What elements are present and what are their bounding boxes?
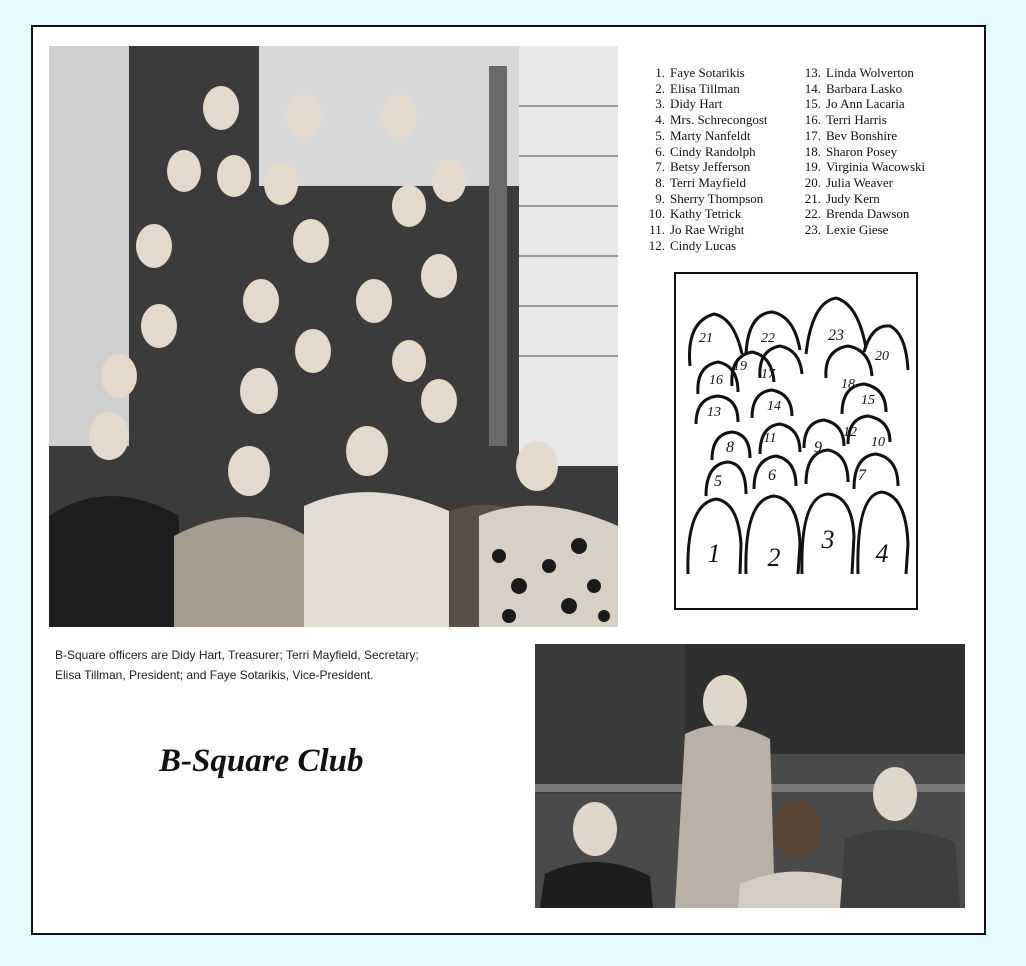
list-item [647, 222, 768, 238]
member-number: 16. [804, 112, 821, 128]
key-number: 18 [841, 377, 855, 392]
list-item [647, 175, 768, 191]
member-name: Cindy Lucas [670, 237, 737, 253]
key-number: 13 [707, 405, 721, 420]
member-name: Sharon Posey [826, 143, 898, 159]
member-name: Kathy Tetrick [670, 206, 742, 222]
key-number: 15 [861, 393, 875, 408]
key-number: 11 [763, 431, 777, 446]
list-item [647, 65, 768, 81]
yearbook-page [31, 25, 986, 935]
member-number: 2. [655, 80, 665, 96]
member-name: Brenda Dawson [826, 206, 910, 222]
list-item [647, 112, 768, 128]
member-list-col1 [647, 65, 768, 253]
key-number: 7 [858, 467, 866, 484]
key-number: 17 [761, 367, 775, 382]
member-name: Didy Hart [670, 96, 723, 112]
list-item [803, 65, 925, 81]
member-name: Terri Harris [826, 112, 887, 128]
list-item [803, 191, 925, 207]
key-number: 16 [709, 373, 723, 388]
member-number: 1. [655, 65, 665, 80]
key-number: 12 [843, 425, 857, 440]
group-photo [49, 46, 618, 627]
member-name: Lexie Giese [826, 222, 889, 238]
list-item [647, 144, 768, 160]
member-number: 23. [804, 222, 821, 238]
list-item [803, 144, 925, 160]
list-item [647, 238, 768, 254]
list-item [647, 159, 768, 175]
key-number: 6 [768, 467, 776, 484]
member-name: Julia Weaver [826, 174, 893, 190]
list-item [647, 128, 768, 144]
key-number: 23 [828, 327, 844, 344]
member-name: Jo Ann Lacaria [826, 96, 905, 112]
key-number: 8 [726, 439, 734, 456]
list-item [803, 206, 925, 222]
key-number: 5 [714, 473, 722, 490]
key-number: 2 [767, 543, 781, 572]
member-number: 9. [655, 190, 665, 206]
member-name: Virginia Wacowski [826, 159, 926, 175]
member-number: 21. [804, 190, 821, 206]
member-name: Bev Bonshire [826, 127, 898, 143]
member-number: 12. [648, 237, 665, 253]
list-item [647, 206, 768, 222]
officers-photo [535, 644, 965, 908]
member-name: Mrs. Schrecongost [670, 112, 768, 128]
member-number: 15. [804, 96, 821, 112]
member-number: 13. [804, 65, 821, 80]
member-number: 20. [804, 174, 821, 190]
member-number: 10. [648, 206, 665, 222]
member-number: 18. [804, 143, 821, 159]
key-number: 22 [761, 331, 775, 346]
officers-caption [55, 645, 525, 685]
member-name: Barbara Lasko [826, 80, 903, 96]
member-name: Faye Sotarikis [670, 65, 745, 80]
position-key-diagram [674, 272, 918, 610]
list-item [803, 159, 925, 175]
key-number: 10 [871, 435, 885, 450]
member-number: 4. [655, 112, 665, 128]
page-title: B-Square Club [159, 743, 364, 779]
member-name: Elisa Tillman [670, 80, 740, 96]
member-number: 8. [655, 174, 665, 190]
member-name: Judy Kern [826, 190, 880, 206]
member-number: 22. [804, 206, 821, 222]
list-item [803, 112, 925, 128]
list-item [647, 96, 768, 112]
caption-line: Elisa Tillman, President; and Faye Sotarikis, Vice-President. [55, 668, 374, 682]
member-number: 6. [655, 143, 665, 159]
key-number: 9 [814, 439, 822, 456]
list-item [803, 81, 925, 97]
caption-line: B-Square officers are Didy Hart, Treasurer; Terri Mayfield, Secretary; [55, 648, 419, 662]
member-name: Jo Rae Wright [670, 222, 745, 238]
member-number: 17. [804, 127, 821, 143]
member-number: 19. [804, 159, 821, 175]
member-name: Sherry Thompson [670, 190, 764, 206]
key-number: 20 [875, 349, 889, 364]
member-number: 3. [655, 96, 665, 112]
member-number: 11. [649, 222, 665, 238]
key-number: 21 [699, 331, 713, 346]
member-name: Marty Nanfeldt [670, 127, 751, 143]
list-item [647, 81, 768, 97]
member-number: 5. [655, 127, 665, 143]
member-number: 14. [804, 80, 821, 96]
key-number: 4 [875, 539, 889, 568]
member-name: Cindy Randolph [670, 143, 756, 159]
member-list-col2 [803, 65, 925, 238]
member-name: Terri Mayfield [670, 174, 746, 190]
key-number: 3 [821, 525, 835, 554]
list-item [803, 128, 925, 144]
member-name: Linda Wolverton [826, 65, 914, 80]
list-item [647, 191, 768, 207]
list-item [803, 175, 925, 191]
list-item [803, 96, 925, 112]
member-number: 7. [655, 159, 665, 175]
key-number: 19 [733, 359, 747, 374]
key-number: 14 [767, 399, 781, 414]
member-name: Betsy Jefferson [670, 159, 751, 175]
list-item [803, 222, 925, 238]
key-number: 1 [707, 539, 721, 568]
